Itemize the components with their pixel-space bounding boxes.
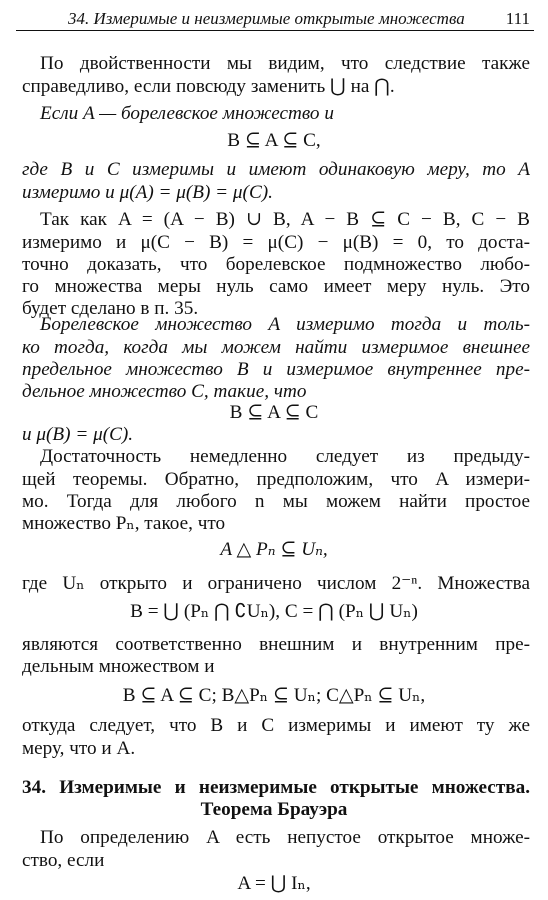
text-line: являются соответственно внешним и внутренним пре- <box>22 634 530 655</box>
theorem-line: и μ(B) = μ(C). <box>22 424 134 445</box>
section-heading: 34. Измеримые и неизмеримые открытые множества. <box>22 777 530 798</box>
theorem-line: Борелевское множество A измеримо тогда и толь- <box>40 314 530 335</box>
theorem-line: ко тогда, когда мы можем найти измеримое внешнее <box>22 337 530 358</box>
text-line: дельным множеством и <box>22 656 215 677</box>
running-header <box>16 4 534 31</box>
formula: B = ⋃ (Pₙ ⋂ ∁Uₙ), C = ⋂ (Pₙ ⋃ Uₙ) <box>130 601 418 622</box>
text-line: где Uₙ открыто и ограничено числом 2⁻ⁿ. Множества <box>22 573 530 594</box>
text-line: Достаточность немедленно следует из предыду- <box>40 446 530 467</box>
text-line: откуда следует, что B и C измеримы и имеют ту же <box>22 715 530 736</box>
text-line: будет сделано в п. 35. <box>22 298 199 319</box>
text-line: меру, что и A. <box>22 738 136 759</box>
text-line: справедливо, если повсюду заменить ⋃ на ⋂. <box>22 76 395 97</box>
text-line: щей теоремы. Обратно, предположим, что A измери- <box>22 469 530 490</box>
theorem-line: Если A — борелевское множество и <box>40 103 334 124</box>
text-line: го множества меры нуль само имеет меру нуль. Это <box>22 276 530 297</box>
theorem-line: где B и C измеримы и имеют одинаковую меру, то A <box>22 159 530 180</box>
text-line: точно доказать, что борелевское подмножество любо- <box>22 254 530 275</box>
formula: B ⊆ A ⊆ C; B△Pₙ ⊆ Uₙ; C△Pₙ ⊆ Uₙ, <box>122 685 426 706</box>
text-line: множество Pₙ, такое, что <box>22 513 226 534</box>
text-line: измеримо и μ(C − B) = μ(C) − μ(B) = 0, то доста- <box>22 232 530 253</box>
text-line: По определению A есть непустое открытое множе- <box>40 827 530 848</box>
formula: A △ Pₙ ⊆ Uₙ, <box>220 539 328 560</box>
theorem-line: дельное множество C, такие, что <box>22 381 307 402</box>
text-line: Так как A = (A − B) ∪ B, A − B ⊆ C − B, C − B <box>40 209 530 230</box>
text-line: По двойственности мы видим, что следствие также <box>40 53 530 74</box>
section-subheading: Теорема Брауэра <box>200 799 348 820</box>
formula: B ⊆ A ⊆ C, <box>227 130 321 151</box>
text-line: мо. Тогда для любого n мы можем найти простое <box>22 491 530 512</box>
running-title: 34. Измеримые и неизмеримые открытые множества <box>68 9 465 28</box>
formula: A = ⋃ Iₙ, <box>237 873 311 894</box>
theorem-line: измеримо и μ(A) = μ(B) = μ(C). <box>22 182 273 203</box>
formula: B ⊆ A ⊆ C <box>229 402 319 423</box>
text-line: ство, если <box>22 850 105 871</box>
page-number: 111 <box>505 9 530 28</box>
theorem-line: предельное множество B и измеримое внутреннее пре- <box>22 359 530 380</box>
